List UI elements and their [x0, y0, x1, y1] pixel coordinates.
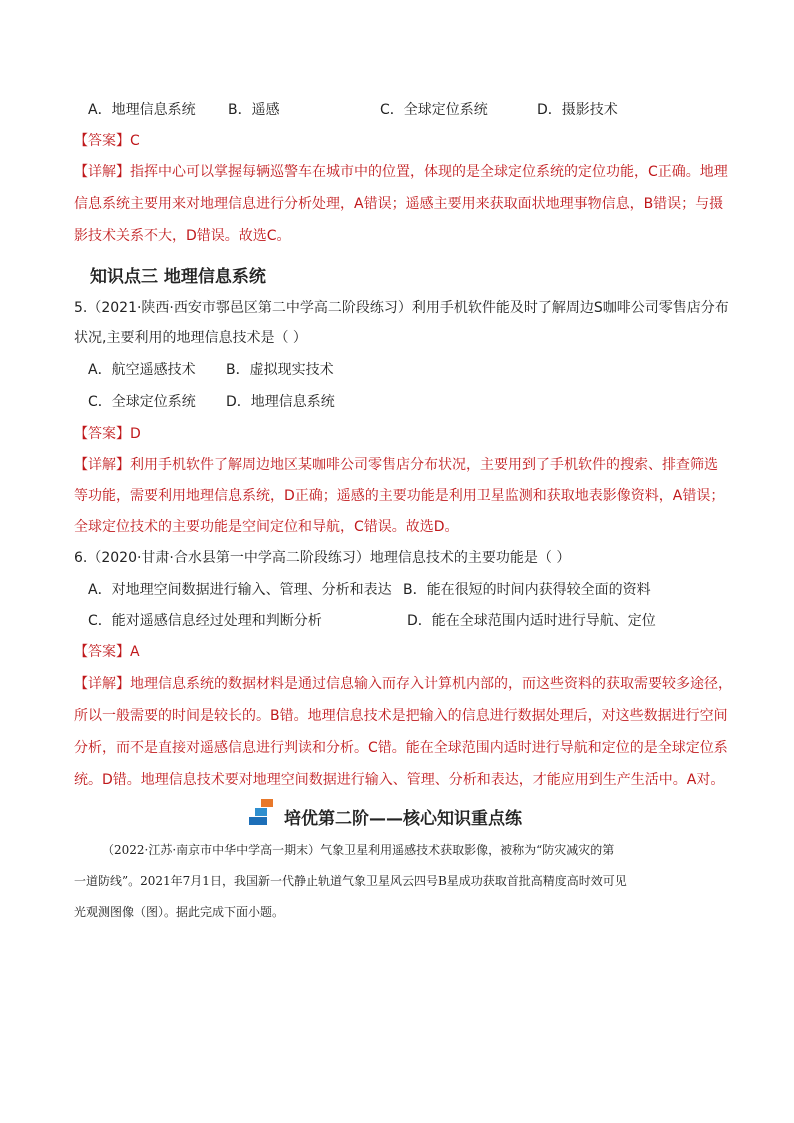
section-logo-icon	[249, 799, 279, 825]
detail-label: 【详解】	[74, 457, 130, 473]
answer-label: 【答案】	[74, 426, 130, 442]
q4-option-b: B．遥感	[228, 102, 280, 118]
q6-option-a: A．对地理空间数据进行输入、管理、分析和表达	[88, 582, 392, 598]
q4-detail-line-3: 影技术关系不大，D错误。故选C。	[74, 228, 291, 244]
q6-detail-line-4: 统。D错。地理信息技术要对地理空间数据进行输入、管理、分析和表达，才能应用到生产生活中。A对。	[74, 772, 725, 788]
answer-value: A	[130, 644, 140, 660]
q5-stem-line-1: 5.（2021·陕西·西安市鄠邑区第二中学高二阶段练习）利用手机软件能及时了解周边S咖啡公司零售店分布	[74, 300, 729, 316]
q4-option-d: D．摄影技术	[537, 102, 618, 118]
passage-line-3: 光观测图像（图）。据此完成下面小题。	[74, 905, 285, 919]
passage-line-2: 一道防线”。2021年7月1日，我国新一代静止轨道气象卫星风云四号B星成功获取首批高精度高时效可见	[74, 874, 627, 888]
section-heading-tier2: 培优第二阶——核心知识重点练	[284, 809, 522, 829]
q6-detail-line-1	[74, 674, 732, 694]
q6-stem: 6.（2020·甘肃·合水县第一中学高二阶段练习）地理信息技术的主要功能是（ ）	[74, 550, 571, 566]
q4-option-a: A．地理信息系统	[88, 102, 196, 118]
q5-stem-line-2: 状况,主要利用的地理信息技术是（ ）	[74, 330, 307, 346]
q5-option-b: B．虚拟现实技术	[226, 362, 334, 378]
detail-text: 利用手机软件了解周边地区某咖啡公司零售店分布状况，主要用到了手机软件的搜索、排查筛选	[130, 457, 718, 473]
q5-option-a: A．航空遥感技术	[88, 362, 196, 378]
detail-label: 【详解】	[74, 164, 130, 180]
q6-answer	[74, 642, 140, 662]
q6-detail-line-3: 分析，而不是直接对遥感信息进行判读和分析。C错。能在全球范围内适时进行导航和定位的是全球定位系	[74, 740, 728, 756]
q5-option-d: D．地理信息系统	[226, 394, 335, 410]
q5-option-c: C．全球定位系统	[88, 394, 196, 410]
q4-detail-line-2: 信息系统主要用来对地理信息进行分析处理，A错误；遥感主要用来获取面状地理事物信息，B错误；与摄	[74, 196, 724, 212]
q4-option-c: C．全球定位系统	[380, 102, 488, 118]
q5-answer	[74, 424, 141, 444]
q6-detail-line-2: 所以一般需要的时间是较长的。B错。地理信息技术是把输入的信息进行数据处理后，对这些数据进行空间	[74, 708, 728, 724]
answer-value: D	[130, 426, 141, 442]
q4-answer	[74, 131, 140, 151]
detail-text: 指挥中心可以掌握每辆巡警车在城市中的位置，体现的是全球定位系统的定位功能，C正确。地理	[130, 164, 728, 180]
q5-detail-line-1	[74, 455, 718, 475]
q6-option-b: B．能在很短的时间内获得较全面的资料	[403, 582, 651, 598]
q6-option-c: C．能对遥感信息经过处理和判断分析	[88, 613, 322, 629]
detail-text: 地理信息系统的数据材料是通过信息输入而存入计算机内部的，而这些资料的获取需要较多途径，	[130, 676, 732, 692]
passage-line-1: （2022·江苏·南京市中华中学高一期末）气象卫星利用遥感技术获取影像，被称为“防灾减灾的第	[102, 843, 615, 857]
section-heading-3: 知识点三 地理信息系统	[90, 267, 266, 287]
q5-detail-line-2: 等功能，需要利用地理信息系统，D正确；遥感的主要功能是利用卫星监测和获取地表影像资料，A错误；	[74, 488, 725, 504]
detail-label: 【详解】	[74, 676, 130, 692]
answer-label: 【答案】	[74, 133, 130, 149]
q4-detail-line-1	[74, 162, 728, 182]
q6-option-d: D．能在全球范围内适时进行导航、定位	[407, 613, 656, 629]
answer-label: 【答案】	[74, 644, 130, 660]
answer-value: C	[130, 133, 140, 149]
q5-detail-line-3: 全球定位技术的主要功能是空间定位和导航，C错误。故选D。	[74, 519, 459, 535]
